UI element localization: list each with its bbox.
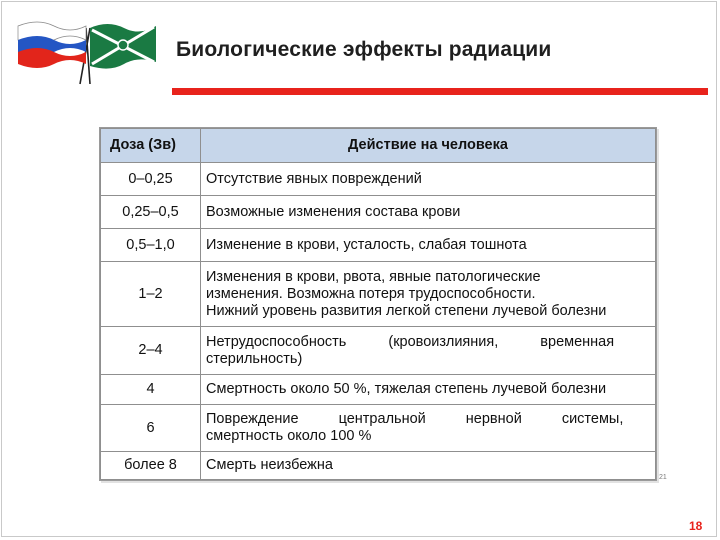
dose-cell: 2–4 [101,327,201,375]
effect-cell: Возможные изменения состава крови [201,196,656,229]
dose-cell: 4 [101,375,201,405]
effect-cell: Смерть неизбежна [201,452,656,480]
effect-line: стерильность) [206,350,303,367]
title-underline-bar [172,88,708,95]
effect-cell [201,405,656,452]
table-header-row [101,129,656,163]
footnote-mark: 21 [659,474,667,481]
dose-cell: 0,25–0,5 [101,196,201,229]
dose-cell: 0–0,25 [101,163,201,196]
russia-flag-icon [18,22,86,68]
dose-cell: 0,5–1,0 [101,229,201,262]
effect-cell: Смертность около 50 %, тяжелая степень лучевой болезни [201,375,656,405]
header-dose: Доза (Зв) [101,129,201,163]
effect-line: смертность около 100 % [206,428,372,444]
effect-line: изменения. Возможна потеря трудоспособности. [206,285,536,302]
table-row [101,196,656,229]
table-row [101,405,656,452]
dose-cell: 1–2 [101,262,201,327]
radiation-effects-table [99,127,657,481]
effect-cell [201,327,656,375]
effect-line: Изменения в крови, рвота, явные патологические [206,268,541,285]
effect-cell: Изменение в крови, усталость, слабая тошнота [201,229,656,262]
dose-cell: более 8 [101,452,201,480]
slide-title: Биологические эффекты радиации [176,38,552,61]
table-row [101,163,656,196]
effect-line: Повреждение центральной нервной системы, [206,411,624,427]
effect-line: Нижний уровень развития легкой степени лучевой болезни [206,302,607,319]
header-effect: Действие на человека [201,129,656,163]
flags-emblem [10,14,160,86]
green-saltire-flag-icon [90,24,156,69]
dose-cell: 6 [101,405,201,452]
effect-cell: Отсутствие явных повреждений [201,163,656,196]
table-row [101,262,656,327]
effect-line: Нетрудоспособность (кровоизлияния, временная [206,333,615,350]
page-number: 18 [689,519,703,533]
table-row [101,452,656,480]
table-row [101,327,656,375]
table-row [101,375,656,405]
effect-cell [201,262,656,327]
table-row [101,229,656,262]
